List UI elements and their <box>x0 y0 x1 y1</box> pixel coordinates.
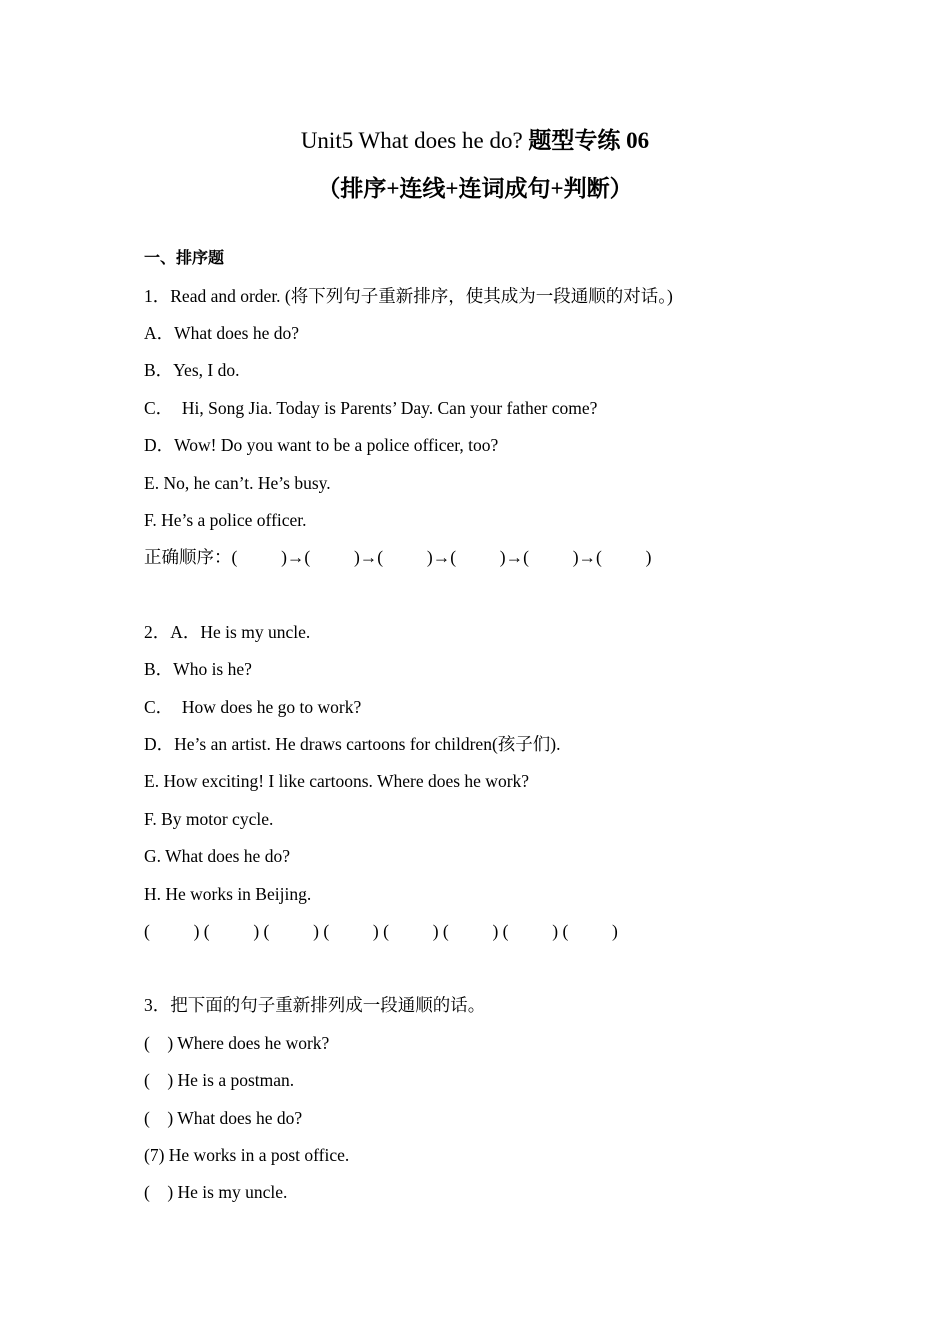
q1-option-c: C． Hi, Song Jia. Today is Parents’ Day. Can your father come? <box>144 398 598 418</box>
q2-option-g: G. What does he do? <box>144 846 290 866</box>
q2-option-a: 2．A．He is my uncle. <box>144 622 311 642</box>
q3-item-4[interactable]: (7) He works in a post office. <box>144 1145 350 1165</box>
page-title-line-1 <box>0 126 950 156</box>
q1-option-a: A．What does he do? <box>144 323 300 343</box>
q2-option-b: B．Who is he? <box>144 659 252 679</box>
q1-prompt: 1．Read and order. (将下列句子重新排序，使其成为一段通顺的对话。) <box>144 286 673 306</box>
q2-option-f: F. By motor cycle. <box>144 809 274 829</box>
q2-option-d: D．He’s an artist. He draws cartoons for children(孩子们). <box>144 734 561 754</box>
q2-option-e: E. How exciting! I like cartoons. Where does he work? <box>144 771 530 791</box>
title-english: Unit5 What does he do? <box>300 128 523 153</box>
q2-answer-line[interactable]: ( ) ( ) ( ) ( ) ( ) ( ) ( ) ( ) <box>144 921 618 941</box>
q1-option-e: E. No, he can’t. He’s busy. <box>144 473 331 493</box>
title-chinese: 题型专练 06 <box>522 128 650 153</box>
q1-option-f: F. He’s a police officer. <box>144 510 307 530</box>
q1-option-b: B．Yes, I do. <box>144 360 240 380</box>
q3-item-3[interactable]: ( ) What does he do? <box>144 1108 303 1128</box>
q3-item-2[interactable]: ( ) He is a postman. <box>144 1070 295 1090</box>
q3-item-5[interactable]: ( ) He is my uncle. <box>144 1182 288 1202</box>
q2-option-h: H. He works in Beijing. <box>144 884 312 904</box>
q3-item-1[interactable]: ( ) Where does he work? <box>144 1033 330 1053</box>
q2-option-c: C． How does he go to work? <box>144 697 362 717</box>
q1-option-d: D．Wow! Do you want to be a police officer, too? <box>144 435 499 455</box>
q3-prompt: 3．把下面的句子重新排列成一段通顺的话。 <box>144 995 486 1015</box>
q1-answer-line[interactable]: 正确顺序：( )→( )→( )→( )→( )→( ) <box>144 547 652 567</box>
section-heading: 一、排序题 <box>144 248 225 267</box>
page-title-line-2: （排序+连线+连词成句+判断） <box>317 176 633 201</box>
